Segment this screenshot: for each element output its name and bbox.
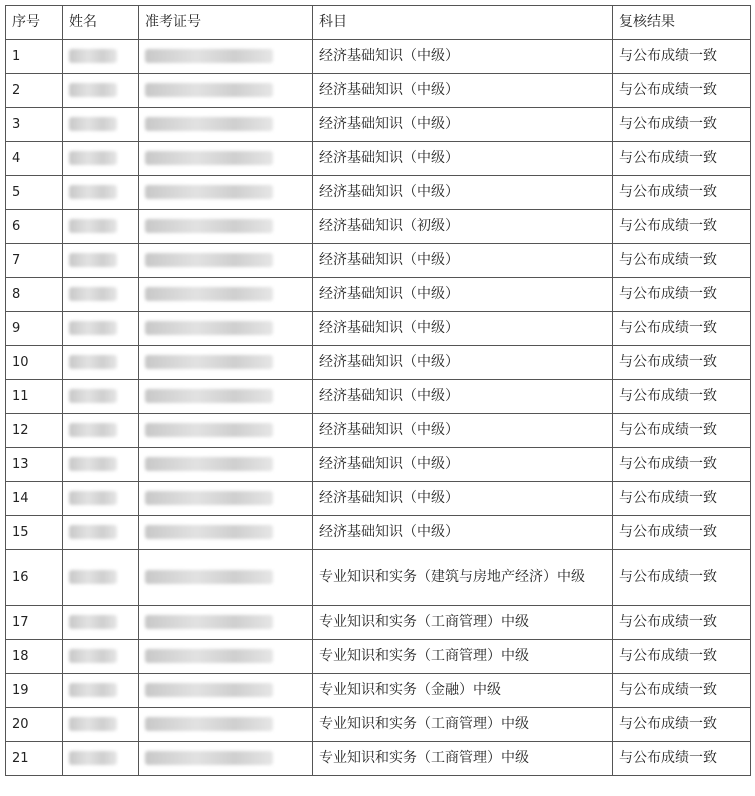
subject-cell: 经济基础知识（中级） xyxy=(313,414,613,448)
redacted-name xyxy=(69,49,117,63)
redacted-ticket-cell xyxy=(139,742,313,776)
row-number: 1 xyxy=(6,40,63,74)
subject-cell: 经济基础知识（中级） xyxy=(313,516,613,550)
subject-cell: 经济基础知识（中级） xyxy=(313,40,613,74)
redacted-name xyxy=(69,649,117,663)
redacted-name-cell xyxy=(63,674,139,708)
row-number: 7 xyxy=(6,244,63,278)
subject-cell: 经济基础知识（中级） xyxy=(313,312,613,346)
redacted-name xyxy=(69,751,117,765)
redacted-ticket-number xyxy=(145,321,273,335)
subject-cell: 经济基础知识（中级） xyxy=(313,380,613,414)
redacted-ticket-number xyxy=(145,615,273,629)
subject-cell: 经济基础知识（中级） xyxy=(313,176,613,210)
redacted-ticket-cell xyxy=(139,244,313,278)
redacted-ticket-number xyxy=(145,570,273,584)
table-row xyxy=(6,176,751,210)
redacted-name-cell xyxy=(63,346,139,380)
subject-cell: 经济基础知识（中级） xyxy=(313,448,613,482)
subject-cell: 经济基础知识（中级） xyxy=(313,142,613,176)
table-row xyxy=(6,482,751,516)
row-number: 10 xyxy=(6,346,63,380)
redacted-name-cell xyxy=(63,108,139,142)
header-result: 复核结果 xyxy=(613,6,751,40)
result-cell: 与公布成绩一致 xyxy=(613,414,751,448)
result-cell: 与公布成绩一致 xyxy=(613,448,751,482)
redacted-name-cell xyxy=(63,482,139,516)
redacted-ticket-cell xyxy=(139,108,313,142)
redacted-ticket-cell xyxy=(139,380,313,414)
redacted-ticket-number xyxy=(145,287,273,301)
redacted-name xyxy=(69,83,117,97)
table-row xyxy=(6,674,751,708)
redacted-name-cell xyxy=(63,550,139,606)
result-cell: 与公布成绩一致 xyxy=(613,244,751,278)
table-row xyxy=(6,516,751,550)
result-cell: 与公布成绩一致 xyxy=(613,640,751,674)
subject-cell: 专业知识和实务（工商管理）中级 xyxy=(313,640,613,674)
redacted-name-cell xyxy=(63,312,139,346)
row-number: 16 xyxy=(6,550,63,606)
row-number: 9 xyxy=(6,312,63,346)
redacted-ticket-number xyxy=(145,219,273,233)
redacted-ticket-cell xyxy=(139,278,313,312)
subject-cell: 经济基础知识（中级） xyxy=(313,74,613,108)
redacted-name-cell xyxy=(63,74,139,108)
redacted-ticket-number xyxy=(145,185,273,199)
redacted-name-cell xyxy=(63,640,139,674)
row-number: 14 xyxy=(6,482,63,516)
redacted-ticket-cell xyxy=(139,142,313,176)
result-cell: 与公布成绩一致 xyxy=(613,380,751,414)
result-cell: 与公布成绩一致 xyxy=(613,40,751,74)
redacted-name-cell xyxy=(63,742,139,776)
redacted-name-cell xyxy=(63,142,139,176)
table-row xyxy=(6,142,751,176)
row-number: 8 xyxy=(6,278,63,312)
result-cell: 与公布成绩一致 xyxy=(613,346,751,380)
result-cell: 与公布成绩一致 xyxy=(613,176,751,210)
redacted-ticket-cell xyxy=(139,40,313,74)
redacted-ticket-cell xyxy=(139,312,313,346)
row-number: 11 xyxy=(6,380,63,414)
redacted-name xyxy=(69,683,117,697)
table-row xyxy=(6,210,751,244)
result-cell: 与公布成绩一致 xyxy=(613,278,751,312)
redacted-name xyxy=(69,491,117,505)
redacted-ticket-cell xyxy=(139,516,313,550)
header-no: 序号 xyxy=(6,6,63,40)
table-row xyxy=(6,346,751,380)
redacted-ticket-number xyxy=(145,491,273,505)
result-cell: 与公布成绩一致 xyxy=(613,606,751,640)
redacted-ticket-cell xyxy=(139,346,313,380)
result-cell: 与公布成绩一致 xyxy=(613,108,751,142)
redacted-name xyxy=(69,423,117,437)
redacted-ticket-number xyxy=(145,717,273,731)
redacted-name xyxy=(69,151,117,165)
redacted-name-cell xyxy=(63,606,139,640)
row-number: 21 xyxy=(6,742,63,776)
redacted-ticket-number xyxy=(145,751,273,765)
table-row xyxy=(6,278,751,312)
redacted-name xyxy=(69,615,117,629)
result-cell: 与公布成绩一致 xyxy=(613,708,751,742)
row-number: 2 xyxy=(6,74,63,108)
redacted-ticket-number xyxy=(145,117,273,131)
redacted-name xyxy=(69,389,117,403)
review-results-table xyxy=(5,5,751,776)
redacted-ticket-number xyxy=(145,253,273,267)
redacted-ticket-number xyxy=(145,389,273,403)
table-row xyxy=(6,244,751,278)
result-cell: 与公布成绩一致 xyxy=(613,210,751,244)
result-cell: 与公布成绩一致 xyxy=(613,482,751,516)
redacted-ticket-cell xyxy=(139,606,313,640)
header-name: 姓名 xyxy=(63,6,139,40)
redacted-ticket-cell xyxy=(139,176,313,210)
row-number: 4 xyxy=(6,142,63,176)
redacted-name xyxy=(69,321,117,335)
row-number: 5 xyxy=(6,176,63,210)
redacted-name-cell xyxy=(63,380,139,414)
subject-cell: 经济基础知识（中级） xyxy=(313,346,613,380)
redacted-ticket-cell xyxy=(139,674,313,708)
result-cell: 与公布成绩一致 xyxy=(613,674,751,708)
redacted-ticket-number xyxy=(145,151,273,165)
subject-cell: 专业知识和实务（工商管理）中级 xyxy=(313,606,613,640)
result-cell: 与公布成绩一致 xyxy=(613,742,751,776)
row-number: 3 xyxy=(6,108,63,142)
table-row xyxy=(6,40,751,74)
redacted-ticket-number xyxy=(145,355,273,369)
redacted-name-cell xyxy=(63,414,139,448)
subject-cell: 专业知识和实务（建筑与房地产经济）中级 xyxy=(313,550,613,606)
redacted-name xyxy=(69,525,117,539)
result-cell: 与公布成绩一致 xyxy=(613,550,751,606)
redacted-ticket-cell xyxy=(139,550,313,606)
subject-cell: 经济基础知识（中级） xyxy=(313,244,613,278)
table-row xyxy=(6,380,751,414)
subject-cell: 经济基础知识（中级） xyxy=(313,278,613,312)
row-number: 18 xyxy=(6,640,63,674)
table-row xyxy=(6,708,751,742)
redacted-ticket-cell xyxy=(139,210,313,244)
redacted-name xyxy=(69,287,117,301)
table-row xyxy=(6,312,751,346)
table-row xyxy=(6,448,751,482)
redacted-ticket-number xyxy=(145,457,273,471)
redacted-name-cell xyxy=(63,708,139,742)
result-cell: 与公布成绩一致 xyxy=(613,516,751,550)
subject-cell: 经济基础知识（初级） xyxy=(313,210,613,244)
redacted-ticket-number xyxy=(145,83,273,97)
table-row xyxy=(6,606,751,640)
redacted-name-cell xyxy=(63,176,139,210)
table-row xyxy=(6,108,751,142)
subject-cell: 专业知识和实务（工商管理）中级 xyxy=(313,708,613,742)
header-subject: 科目 xyxy=(313,6,613,40)
redacted-ticket-cell xyxy=(139,74,313,108)
redacted-name xyxy=(69,355,117,369)
table-row xyxy=(6,550,751,606)
row-number: 13 xyxy=(6,448,63,482)
redacted-name-cell xyxy=(63,244,139,278)
redacted-name xyxy=(69,219,117,233)
redacted-ticket-cell xyxy=(139,482,313,516)
row-number: 6 xyxy=(6,210,63,244)
redacted-name-cell xyxy=(63,278,139,312)
redacted-ticket-cell xyxy=(139,448,313,482)
redacted-ticket-number xyxy=(145,49,273,63)
redacted-name-cell xyxy=(63,210,139,244)
redacted-name xyxy=(69,717,117,731)
table-body xyxy=(6,40,751,776)
redacted-name xyxy=(69,185,117,199)
redacted-name-cell xyxy=(63,516,139,550)
redacted-name xyxy=(69,570,117,584)
redacted-name xyxy=(69,117,117,131)
header-ticket: 准考证号 xyxy=(139,6,313,40)
row-number: 19 xyxy=(6,674,63,708)
row-number: 17 xyxy=(6,606,63,640)
result-cell: 与公布成绩一致 xyxy=(613,74,751,108)
row-number: 15 xyxy=(6,516,63,550)
table-row xyxy=(6,742,751,776)
redacted-ticket-cell xyxy=(139,414,313,448)
redacted-name xyxy=(69,457,117,471)
redacted-name-cell xyxy=(63,448,139,482)
redacted-ticket-number xyxy=(145,525,273,539)
redacted-ticket-number xyxy=(145,649,273,663)
table-row xyxy=(6,74,751,108)
redacted-ticket-cell xyxy=(139,640,313,674)
redacted-name-cell xyxy=(63,40,139,74)
table-row xyxy=(6,414,751,448)
subject-cell: 经济基础知识（中级） xyxy=(313,108,613,142)
table-row xyxy=(6,640,751,674)
subject-cell: 专业知识和实务（金融）中级 xyxy=(313,674,613,708)
row-number: 12 xyxy=(6,414,63,448)
redacted-ticket-cell xyxy=(139,708,313,742)
subject-cell: 经济基础知识（中级） xyxy=(313,482,613,516)
redacted-ticket-number xyxy=(145,683,273,697)
row-number: 20 xyxy=(6,708,63,742)
redacted-name xyxy=(69,253,117,267)
redacted-ticket-number xyxy=(145,423,273,437)
result-cell: 与公布成绩一致 xyxy=(613,142,751,176)
result-cell: 与公布成绩一致 xyxy=(613,312,751,346)
subject-cell: 专业知识和实务（工商管理）中级 xyxy=(313,742,613,776)
header-row xyxy=(6,6,751,40)
